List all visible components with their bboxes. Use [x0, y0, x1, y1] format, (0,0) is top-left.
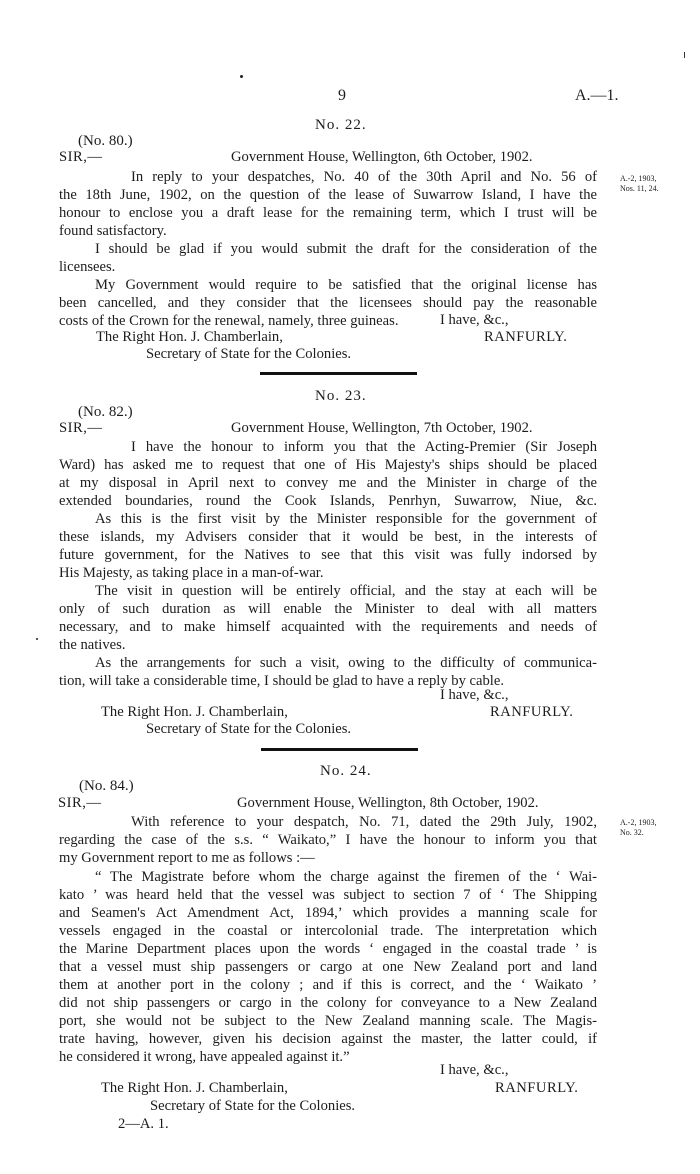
- body-line: vessels engaged in the coastal or intercolonial trade. The interpretation which: [59, 923, 597, 939]
- body-line: my Government report to me as follows :—: [59, 850, 315, 866]
- recipient-title: Secretary of State for the Colonies.: [146, 346, 352, 362]
- body-line: I have the honour to inform you that the Acting-Premier (Sir Joseph: [131, 439, 597, 455]
- body-line: trate having, however, given his decision against the master, the latter could, if: [59, 1031, 597, 1047]
- body-line: costs of the Crown for the renewal, namely, three guineas.: [59, 313, 399, 329]
- body-line: future government, for the Natives to see that this visit was fully indorsed by: [59, 547, 597, 563]
- body-line: kato ’ was heard held that the vessel was subject to section 7 of ‘ The Shipping: [59, 887, 597, 903]
- signatory: RANFURLY.: [490, 704, 574, 720]
- dispatch-number: (No. 80.): [78, 133, 133, 149]
- signatory: RANFURLY.: [484, 329, 568, 345]
- signatory: RANFURLY.: [495, 1080, 579, 1096]
- body-line: the 18th June, 1902, on the question of the lease of Suwarrow Island, I have the: [59, 187, 597, 203]
- document-reference: A.—1.: [575, 87, 619, 104]
- letter-heading: No. 23.: [315, 388, 367, 404]
- closing: I have, &c.,: [440, 1062, 509, 1078]
- body-line: found satisfactory.: [59, 223, 167, 239]
- body-line: and Seamen's Act Amendment Act, 1894,’ which provides a manning scale for: [59, 905, 597, 921]
- dispatch-number: (No. 82.): [78, 404, 133, 420]
- address-date: Government House, Wellington, 6th October, 1902.: [231, 149, 533, 165]
- body-line: them at another port in the colony ; and if this is correct, and the ‘ Waikato ’: [59, 977, 597, 993]
- recipient: The Right Hon. J. Chamberlain,: [96, 329, 283, 345]
- body-line: the Marine Department places upon the words ‘ engaged in the coastal trade ’ is: [59, 941, 597, 957]
- section-divider: [260, 372, 417, 375]
- letter-heading: No. 24.: [320, 763, 372, 779]
- section-divider: [261, 748, 418, 751]
- body-line: tion, will take a considerable time, I should be glad to have a reply by cable.: [59, 673, 504, 689]
- recipient-title: Secretary of State for the Colonies.: [150, 1098, 356, 1114]
- margin-reference: Nos. 11, 24.: [620, 184, 659, 193]
- recipient-title: Secretary of State for the Colonies.: [146, 721, 352, 737]
- body-line: the natives.: [59, 637, 126, 653]
- body-line: With reference to your despatch, No. 71, dated the 29th July, 1902,: [131, 814, 597, 830]
- body-line: he considered it wrong, have appealed against it.”: [59, 1049, 350, 1065]
- body-line: As this is the first visit by the Minister responsible for the government of: [95, 511, 597, 527]
- body-line: these islands, my Advisers consider that it would be best, in the interests of: [59, 529, 597, 545]
- margin-reference: No. 32.: [620, 828, 644, 837]
- margin-reference: A.-2, 1903,: [620, 174, 657, 183]
- body-line: Ward) has asked me to request that one of His Majesty's ships should be placed: [59, 457, 597, 473]
- body-line: “ The Magistrate before whom the charge against the firemen of the ‘ Wai-: [95, 869, 597, 885]
- body-line: been cancelled, and they consider that the licensees should pay the reasonable: [59, 295, 597, 311]
- recipient: The Right Hon. J. Chamberlain,: [101, 1080, 288, 1096]
- salutation: SIR,—: [58, 795, 102, 811]
- body-line: licensees.: [59, 259, 116, 275]
- body-line: port, she would not be subject to the New Zealand manning scale. The Magis-: [59, 1013, 597, 1029]
- ink-speck: [684, 52, 685, 58]
- body-line: extended boundaries, round the Cook Islands, Penrhyn, Suwarrow, Niue, &c.: [59, 493, 597, 509]
- address-date: Government House, Wellington, 7th October, 1902.: [231, 420, 533, 436]
- ink-speck: [36, 638, 38, 640]
- closing: I have, &c.,: [440, 312, 509, 328]
- body-line: did not ship passengers or cargo in the colony for conveyance to a New Zealand: [59, 995, 597, 1011]
- body-line: As the arrangements for such a visit, owing to the difficulty of communica-: [95, 655, 597, 671]
- address-date: Government House, Wellington, 8th October, 1902.: [237, 795, 539, 811]
- recipient: The Right Hon. J. Chamberlain,: [101, 704, 288, 720]
- page-number: 9: [338, 87, 346, 104]
- body-line: that a vessel must ship passengers or cargo at one New Zealand port and land: [59, 959, 597, 975]
- signature-mark: 2—A. 1.: [118, 1116, 169, 1132]
- letter-heading: No. 22.: [315, 117, 367, 133]
- dispatch-number: (No. 84.): [79, 778, 134, 794]
- body-line: at my disposal in April next to convey me and the Minister in charge of the: [59, 475, 597, 491]
- salutation: SIR,—: [59, 149, 103, 165]
- body-line: necessary, and to make himself acquainted with the requirements and needs of: [59, 619, 597, 635]
- body-line: honour to enclose you a draft lease for the remaining term, which I trust will be: [59, 205, 597, 221]
- body-line: His Majesty, as taking place in a man-of-war.: [59, 565, 324, 581]
- body-line: The visit in question will be entirely official, and the stay at each will be: [95, 583, 597, 599]
- body-line: In reply to your despatches, No. 40 of the 30th April and No. 56 of: [131, 169, 597, 185]
- body-line: My Government would require to be satisfied that the original license has: [95, 277, 597, 293]
- salutation: SIR,—: [59, 420, 103, 436]
- margin-reference: A.-2, 1903,: [620, 818, 657, 827]
- body-line: I should be glad if you would submit the draft for the consideration of the: [95, 241, 597, 257]
- ink-speck: [240, 75, 243, 78]
- body-line: regarding the case of the s.s. “ Waikato,” I have the honour to inform you that: [59, 832, 597, 848]
- closing: I have, &c.,: [440, 687, 509, 703]
- body-line: only of such duration as will enable the Minister to deal with all matters: [59, 601, 597, 617]
